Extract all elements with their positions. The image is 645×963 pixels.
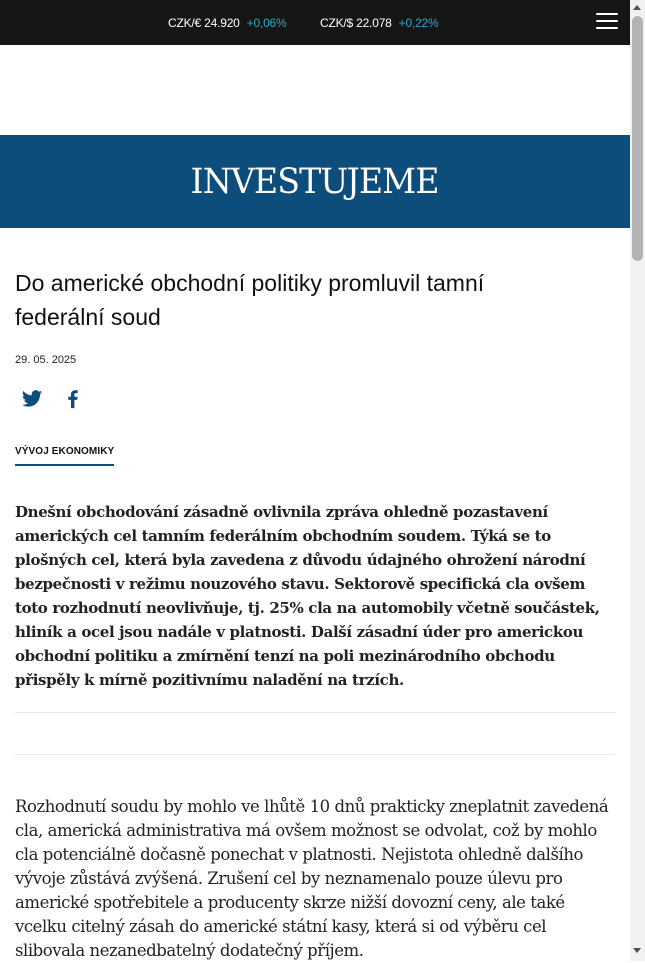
scrollbar[interactable]: [630, 0, 645, 961]
article-body: Rozhodnutí soudu by mohlo ve lhůtě 10 dnů prakticky zneplatnit zavedená cla, americká administrativa má ovšem možnost se odvolat, což by mohlo cla potenciálně dočasně ponechat v platnosti. Nejistota ohledně dalšího vývoje zůstává zvýšená. Zrušení cel by neznamenalo pouze úlevu pro americké spotřebitele a producenty skrze nižší dovozní ceny, ale také vcelku citelný zásah do americké státní kasy, která si od výběru cel slibovala nezanedbatelný dodatečný příjem.: [15, 797, 609, 960]
ticker-eur-change: +0,06%: [246, 15, 287, 30]
scroll-up-arrow-icon[interactable]: [633, 5, 641, 10]
site-logo[interactable]: INVESTUJEME: [190, 161, 440, 202]
ticker-eur-label: CZK/€ 24.920: [168, 15, 240, 30]
top-bar: [0, 0, 630, 45]
ad-space: [0, 45, 630, 135]
ticker-usd-change: +0,22%: [398, 15, 439, 30]
hamburger-menu-icon[interactable]: [596, 13, 618, 31]
divider: [15, 712, 615, 713]
twitter-icon[interactable]: [21, 388, 43, 410]
ticker-eur[interactable]: [168, 0, 287, 45]
article-date: 29. 05. 2025: [15, 354, 77, 366]
article-lead: Dnešní obchodování zásadně ovlivnila zpráva ohledně pozastavení amerických cel tamním federálním obchodním soudem. Týká se to plošných cel, která byla zavedena z důvodu údajného ohrožení národní bezpečnosti v režimu nouzového stavu. Sektorově specifická cla ovšem toto rozhodnutí neovlivňuje, tj. 25% cla na automobily včetně součástek, hliník a ocel jsou nadále v platnosti. Další zásadní úder pro americkou obchodní politiku a zmírnění tenzí na poli mezinárodního obchodu přispěly k mírně pozitivnímu naladění na trzích.: [15, 503, 600, 689]
article-title: Do americké obchodní politiky promluvil tamní federální soud: [15, 270, 485, 330]
category-tag[interactable]: VÝVOJ EKONOMIKY: [15, 446, 114, 466]
facebook-icon[interactable]: [62, 388, 84, 410]
ticker-usd-label: CZK/$ 22.078: [320, 15, 392, 30]
ticker-usd[interactable]: [320, 0, 439, 45]
site-banner: [0, 135, 630, 228]
scrollbar-thumb[interactable]: [632, 16, 643, 261]
divider: [15, 754, 615, 755]
scroll-down-arrow-icon[interactable]: [633, 948, 641, 953]
